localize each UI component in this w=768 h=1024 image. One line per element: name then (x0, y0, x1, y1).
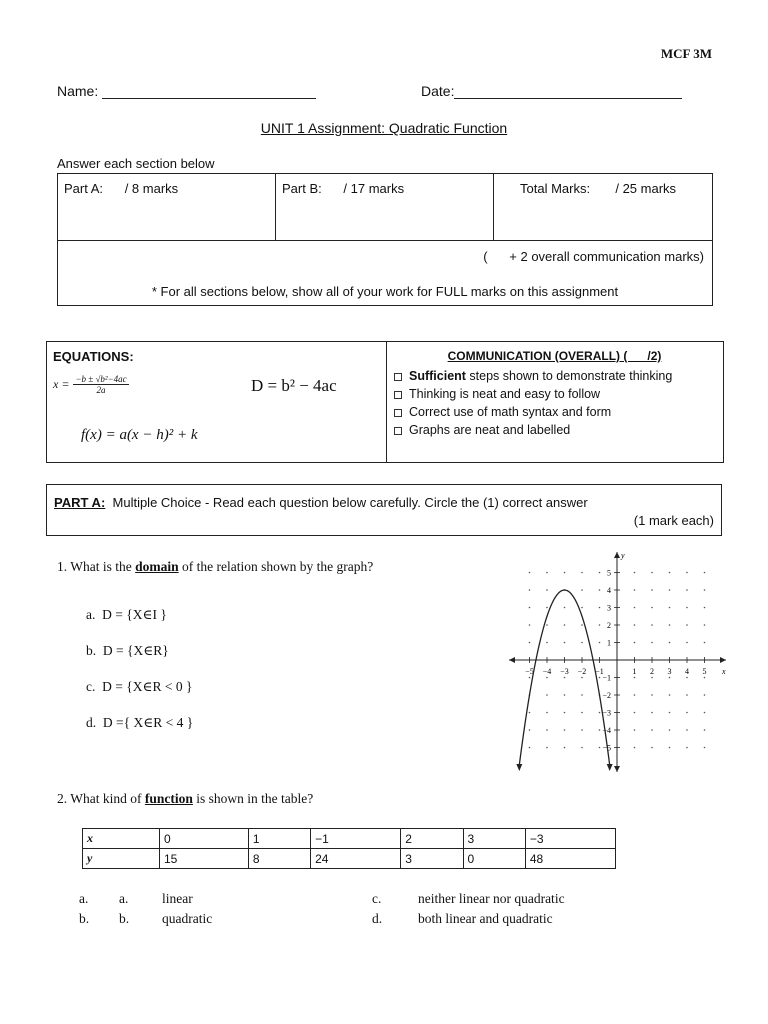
grid-dot (564, 677, 566, 679)
instructions: Answer each section below (57, 156, 215, 171)
grid-dot (634, 642, 636, 644)
grid-dot (529, 589, 531, 591)
question-text: What is the (70, 559, 136, 574)
grid-dot (546, 642, 548, 644)
grid-dot (634, 624, 636, 626)
table-cell: 3 (401, 849, 463, 869)
grid-dot (651, 607, 653, 609)
date-field[interactable] (421, 83, 682, 99)
grid-dot (704, 677, 706, 679)
y-tick-label: 1 (607, 638, 611, 648)
equations-box (46, 341, 724, 463)
x-tick-label: 3 (667, 667, 672, 676)
table-header-y: y (83, 849, 160, 869)
x-tick-label: 2 (650, 667, 654, 676)
part-a-box (46, 484, 722, 536)
answer-letter: d. (372, 911, 383, 926)
grid-dot (581, 624, 583, 626)
grid-dot (634, 572, 636, 574)
grid-dot (686, 729, 688, 731)
x-axis-arrow-left (509, 657, 515, 663)
y-tick-label: 4 (607, 586, 611, 595)
communication-item (394, 421, 672, 439)
grid-dot (651, 589, 653, 591)
grid-dot (651, 694, 653, 696)
grid-dot (686, 747, 688, 749)
grid-dot (564, 607, 566, 609)
question-keyword: domain (135, 559, 179, 574)
part-a-marks: Part A: / 8 marks (58, 174, 276, 241)
total-marks: Total Marks: / 25 marks (494, 174, 713, 241)
grid-dot (599, 642, 601, 644)
grid-dot (546, 747, 548, 749)
table-cell: 0 (160, 829, 249, 849)
table-row (83, 849, 616, 869)
answer-letter: b. (79, 911, 90, 926)
table-cell: 8 (248, 849, 310, 869)
answer-letter: c. (372, 891, 382, 906)
grid-dot (651, 624, 653, 626)
communication-item-bold: Sufficient (409, 369, 466, 383)
grid-dot (529, 729, 531, 731)
table-cell: −3 (525, 829, 615, 849)
name-label: Name: (57, 83, 99, 99)
grid-dot (686, 624, 688, 626)
marks-footer (58, 241, 713, 306)
communication-list (394, 367, 672, 439)
grid-dot (546, 729, 548, 731)
grid-dot (564, 729, 566, 731)
communication-item-text: steps shown to demonstrate thinking (465, 369, 673, 383)
communication-item-text: Thinking is neat and easy to follow (409, 387, 601, 401)
table-cell: 15 (160, 849, 249, 869)
x-axis-label: x (722, 667, 726, 676)
option-text: D = {X∈R} (102, 643, 169, 658)
grid-dot (529, 624, 531, 626)
grid-dot (669, 729, 671, 731)
date-label: Date: (421, 83, 455, 99)
answer-text: neither linear nor quadratic (418, 891, 565, 906)
function-table (82, 828, 616, 869)
grid-dot (546, 572, 548, 574)
grid-dot (529, 712, 531, 714)
option-text: D = {X∈R < 0 } (102, 679, 193, 694)
x-tick-label: −3 (560, 667, 569, 676)
grid-dot (564, 624, 566, 626)
y-axis-arrow-up (614, 552, 620, 558)
option-b[interactable] (86, 643, 169, 659)
x-tick-label: −5 (525, 667, 534, 676)
name-blank[interactable] (102, 84, 316, 99)
answer-text: both linear and quadratic (418, 911, 553, 926)
y-axis-arrow-down (614, 766, 620, 772)
grid-dot (669, 747, 671, 749)
grid-dot (599, 747, 601, 749)
grid-dot (669, 694, 671, 696)
marks-table (57, 173, 713, 306)
grid-dot (704, 572, 706, 574)
grid-dot (546, 694, 548, 696)
grid-dot (651, 677, 653, 679)
x-tick-label: −1 (595, 667, 604, 676)
table-cell: 48 (525, 849, 615, 869)
grid-dot (669, 677, 671, 679)
grid-dot (564, 642, 566, 644)
communication-item-text: Correct use of math syntax and form (409, 405, 612, 419)
answer-text: quadratic (162, 911, 213, 926)
option-a[interactable] (86, 607, 167, 623)
y-tick-label: −1 (602, 673, 611, 683)
x-tick-label: 4 (685, 667, 689, 676)
part-a-header (54, 495, 588, 510)
x-tick-label: 5 (702, 667, 707, 676)
quadratic-lhs: x = (53, 377, 70, 391)
answer-b[interactable] (79, 911, 213, 927)
grid-dot (704, 624, 706, 626)
grid-dot (581, 712, 583, 714)
grid-dot (599, 607, 601, 609)
option-letter: a. (86, 607, 96, 622)
grid-dot (634, 747, 636, 749)
quadratic-numerator: −b ± √b²−4ac (75, 374, 127, 384)
x-tick-label: −2 (577, 667, 587, 676)
part-a-marks-each: (1 mark each) (633, 513, 714, 528)
discriminant-formula: D = b² − 4ac (251, 376, 337, 395)
answer-text: linear (162, 891, 193, 906)
grid-dot (651, 642, 653, 644)
grid-dot (529, 677, 531, 679)
grid-dot (669, 607, 671, 609)
communication-title: COMMUNICATION (OVERALL) ( /2) (447, 349, 662, 363)
table-cell: 24 (311, 849, 401, 869)
answer-letter: a. (119, 891, 129, 906)
grid-dot (704, 729, 706, 731)
communication-marks: ( + 2 overall communication marks) (483, 249, 704, 264)
answer-d[interactable] (372, 911, 553, 927)
y-axis-label: y (621, 551, 625, 560)
grid-dot (529, 607, 531, 609)
y-tick-label: −5 (602, 743, 611, 753)
grid-dot (704, 747, 706, 749)
grid-dot (634, 607, 636, 609)
grid-dot (564, 712, 566, 714)
grid-dot (634, 677, 636, 679)
page-title-text: UNIT 1 Assignment: Quadratic Function (260, 120, 508, 136)
grid-dot (686, 712, 688, 714)
grid-dot (686, 589, 688, 591)
grid-dot (581, 729, 583, 731)
grid-dot (599, 712, 601, 714)
grid-dot (599, 624, 601, 626)
part-a-label: PART A: (54, 495, 106, 510)
grid-dot (651, 729, 653, 731)
part-a-text: Multiple Choice - Read each question below carefully. Circle the (1) correct answer (105, 495, 588, 510)
table-row (83, 829, 616, 849)
question-number: 1. (57, 559, 68, 574)
grid-dot (581, 694, 583, 696)
grid-dot (581, 589, 583, 591)
grid-dot (634, 729, 636, 731)
option-letter: b. (86, 643, 97, 658)
y-tick-label: −2 (602, 691, 611, 700)
grid-dot (634, 694, 636, 696)
grid-dot (686, 572, 688, 574)
curve-arrow-right (607, 764, 613, 771)
checkbox-icon[interactable] (394, 409, 402, 417)
grid-dot (669, 624, 671, 626)
grid-dot (564, 572, 566, 574)
show-work-note: * For all sections below, show all of your work for FULL marks on this assignment (151, 284, 619, 299)
parabola-graph (505, 546, 730, 776)
grid-dot (546, 677, 548, 679)
quadratic-formula (53, 374, 129, 395)
grid-dot (529, 642, 531, 644)
grid-dot (581, 747, 583, 749)
question-text: of the relation shown by the graph? (178, 559, 374, 574)
grid-dot (529, 747, 531, 749)
grid-dot (669, 712, 671, 714)
grid-dot (669, 572, 671, 574)
grid-dot (651, 572, 653, 574)
question-2 (57, 791, 313, 807)
curve-arrow-left (516, 764, 522, 771)
answer-c[interactable] (372, 891, 565, 907)
table-cell: 3 (463, 829, 525, 849)
x-axis-arrow-right (720, 657, 726, 663)
name-field[interactable] (57, 83, 316, 99)
question-1 (57, 559, 373, 575)
answer-letter: b. (119, 911, 130, 926)
question-text: is shown in the table? (192, 791, 314, 806)
grid-dot (634, 712, 636, 714)
grid-dot (686, 607, 688, 609)
option-text: D = {X∈I } (102, 607, 167, 622)
grid-dot (581, 642, 583, 644)
quadratic-fraction (73, 374, 128, 395)
grid-dot (546, 607, 548, 609)
date-blank[interactable] (454, 84, 682, 99)
grid-dot (651, 712, 653, 714)
grid-dot (704, 589, 706, 591)
communication-item (394, 385, 672, 403)
option-d[interactable] (86, 715, 193, 731)
question-keyword: function (144, 791, 193, 806)
grid-dot (686, 677, 688, 679)
grid-dot (564, 747, 566, 749)
grid-dot (704, 642, 706, 644)
x-tick-label: −4 (542, 667, 552, 676)
grid-dot (686, 694, 688, 696)
grid-dot (581, 607, 583, 609)
communication-item (394, 403, 672, 421)
question-text: What kind of (70, 791, 145, 806)
grid-dot (599, 589, 601, 591)
table-cell: 0 (463, 849, 525, 869)
checkbox-icon[interactable] (394, 427, 402, 435)
x-tick-label: 1 (632, 667, 637, 676)
table-header-x: x (83, 829, 160, 849)
option-letter: d. (86, 715, 97, 730)
vertex-form: f(x) = a(x − h)² + k (81, 427, 198, 443)
y-tick-label: 2 (607, 621, 611, 630)
option-letter: c. (86, 679, 96, 694)
grid-dot (634, 589, 636, 591)
page-title (0, 120, 768, 136)
grid-dot (704, 694, 706, 696)
question-number: 2. (57, 791, 68, 806)
option-c[interactable] (86, 679, 192, 695)
checkbox-icon[interactable] (394, 373, 402, 381)
y-tick-label: 5 (607, 568, 611, 578)
grid-dot (546, 624, 548, 626)
part-b-marks: Part B: / 17 marks (276, 174, 494, 241)
grid-dot (704, 607, 706, 609)
grid-dot (599, 729, 601, 731)
grid-dot (599, 572, 601, 574)
table-cell: −1 (311, 829, 401, 849)
grid-dot (669, 642, 671, 644)
grid-dot (529, 572, 531, 574)
y-tick-label: 3 (607, 603, 611, 613)
quadratic-denominator: 2a (96, 385, 106, 395)
answer-letter: a. (79, 891, 89, 906)
y-tick-label: −4 (602, 726, 611, 735)
checkbox-icon[interactable] (394, 391, 402, 399)
equations-title: EQUATIONS: (53, 349, 134, 364)
table-cell: 2 (401, 829, 463, 849)
communication-item-text: Graphs are neat and labelled (409, 423, 571, 437)
table-cell: 1 (248, 829, 310, 849)
grid-dot (564, 694, 566, 696)
answer-a[interactable] (79, 891, 193, 907)
grid-dot (546, 712, 548, 714)
y-tick-label: −3 (602, 708, 611, 718)
grid-dot (651, 747, 653, 749)
grid-dot (581, 572, 583, 574)
option-text: D ={ X∈R < 4 } (102, 715, 194, 730)
grid-dot (546, 589, 548, 591)
course-code: MCF 3M (660, 46, 712, 61)
grid-dot (669, 589, 671, 591)
grid-dot (686, 642, 688, 644)
grid-dot (581, 677, 583, 679)
grid-dot (599, 677, 601, 679)
communication-item (394, 367, 672, 385)
grid-dot (704, 712, 706, 714)
